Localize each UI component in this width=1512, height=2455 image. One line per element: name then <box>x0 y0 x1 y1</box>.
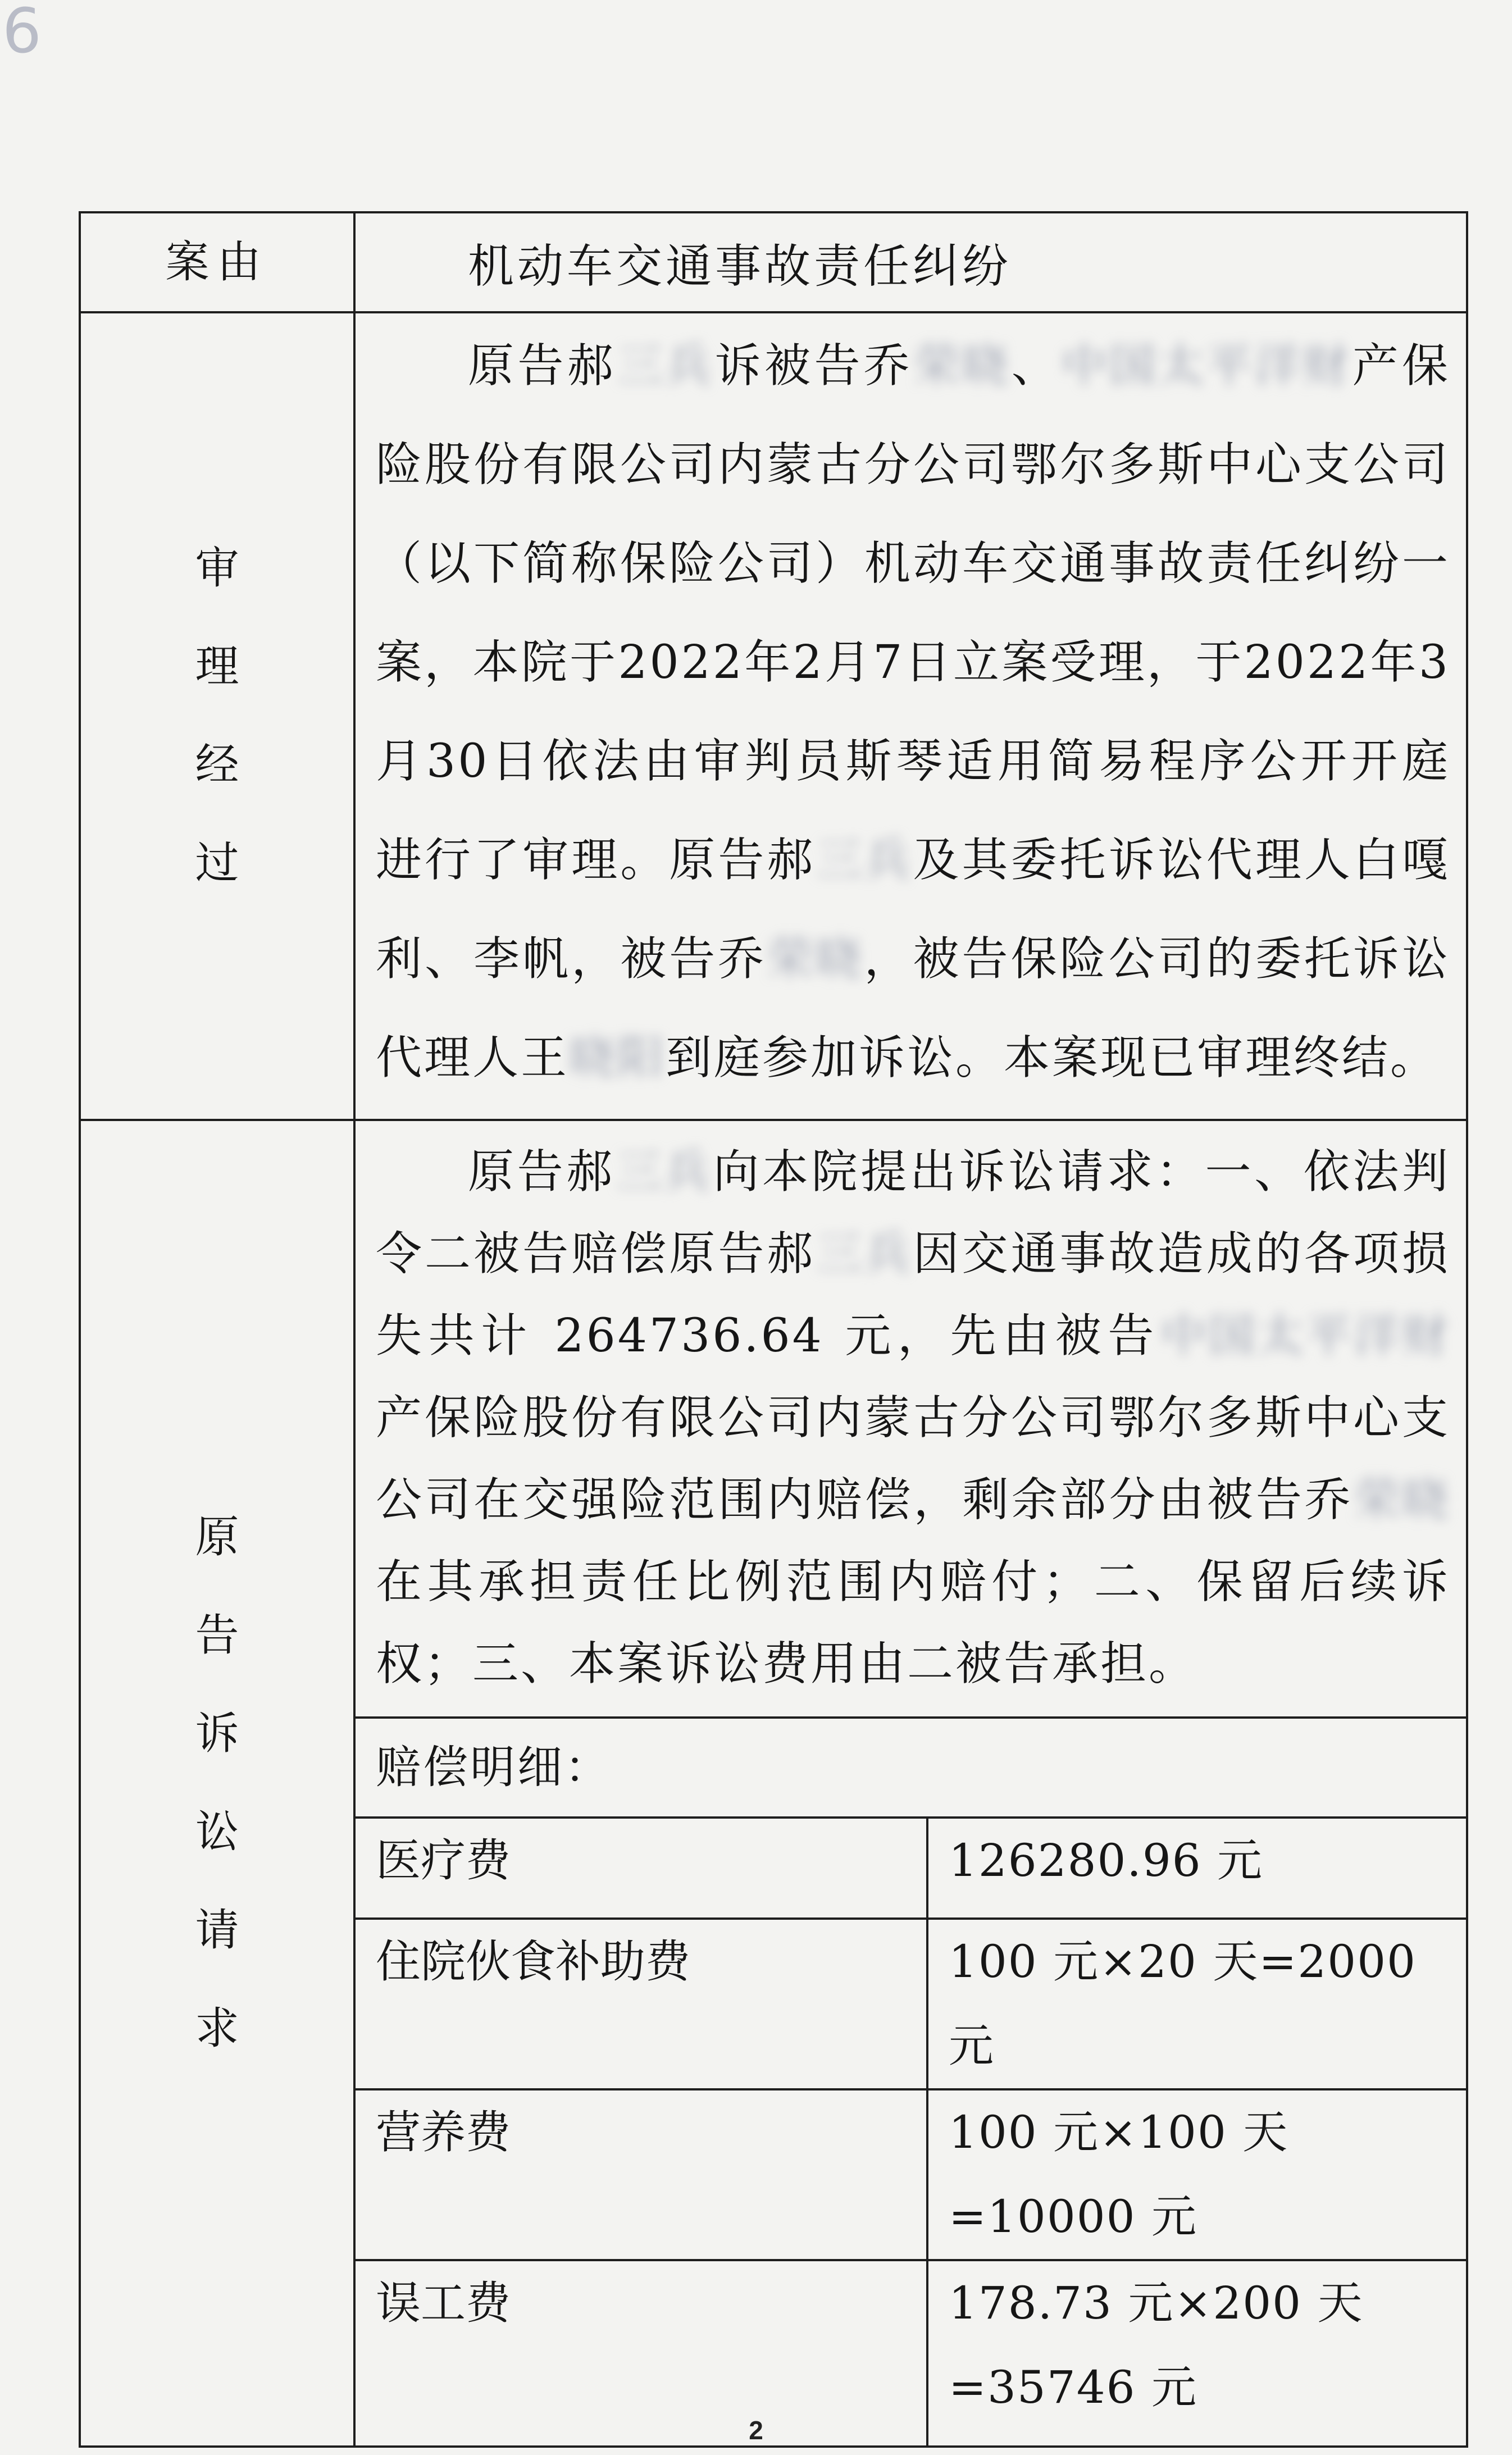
detail-amount: 126280.96 元 <box>927 1818 1466 1919</box>
trial-process-content <box>354 312 1467 1120</box>
detail-row <box>356 1919 1466 2089</box>
detail-item: 医疗费 <box>356 1818 927 1919</box>
claims-label-cell <box>80 1120 354 2447</box>
text-run: 原告郝 <box>468 1145 616 1199</box>
compensation-detail-table <box>356 1816 1466 2445</box>
detail-item: 营养费 <box>356 2089 927 2260</box>
redacted-name: 荣晓 <box>1353 1473 1450 1527</box>
redacted-name: 三兵 <box>816 833 913 887</box>
claims-label: 原告诉讼请求 <box>195 1512 239 2054</box>
text-run: 到庭参加诉讼。本案现已审理终结。 <box>666 1031 1439 1085</box>
case-type-label-cell <box>80 212 354 312</box>
redacted-name: 三兵 <box>615 1145 712 1199</box>
text-run: 产保险股份有限公司内蒙古分公司鄂尔多斯中心支公司（以下简称保险公司）机动车交通事故责任纠纷一案，本院于2022年2月7日立案受理，于2022年3月30日依法由审判员斯琴适用简易程序公开开庭进行了审理。原告郝 <box>376 339 1450 887</box>
detail-amount: 178.73 元×200 天=35746 元 <box>927 2260 1466 2445</box>
text-run: 诉被告乔 <box>713 339 914 393</box>
redacted-name: 三兵 <box>816 1227 913 1281</box>
redacted-name: 荣晓 <box>913 339 1010 393</box>
text-run: 在其承担责任比例范围内赔付；二、保留后续诉权；三、本案诉讼费用由二被告承担。 <box>376 1555 1450 1691</box>
trial-process-label: 审理经过 <box>195 543 239 889</box>
redacted-name: 三兵 <box>617 339 714 393</box>
text-run: 、 <box>1010 339 1062 393</box>
redacted-name: 荣晓 <box>767 932 864 986</box>
text-run: 因交通事故造成的各项损失共计 264736.64 元，先由被告 <box>376 1227 1450 1363</box>
compensation-detail-title: 赔偿明细： <box>356 1716 1466 1816</box>
detail-row <box>356 2089 1466 2260</box>
text-run: 产保险股份有限公司内蒙古分公司鄂尔多斯中心支公司在交强险范围内赔偿，剩余部分由被告乔 <box>376 1391 1450 1527</box>
redacted-name: 晓阳 <box>569 1031 666 1085</box>
case-type-row <box>80 212 1467 312</box>
text-run: 及其委托诉讼代理人白嘎利、李帆，被告乔 <box>376 833 1450 986</box>
judgment-table <box>79 211 1468 2448</box>
trial-process-row <box>80 312 1467 1120</box>
detail-amount: 100 元×20 天=2000 元 <box>927 1919 1466 2089</box>
text-run: 原告郝 <box>468 339 617 393</box>
redacted-name: 中国太平洋财 <box>1160 1309 1450 1363</box>
detail-item: 住院伙食补助费 <box>356 1919 927 2089</box>
detail-item: 误工费 <box>356 2260 927 2445</box>
page-number: 2 <box>749 2416 763 2445</box>
trial-process-paragraph <box>356 313 1466 1119</box>
trial-process-label-cell <box>80 312 354 1120</box>
claims-content <box>354 1120 1467 2447</box>
case-type-label: 案由 <box>165 237 269 288</box>
text-run: 向本院提出诉讼请求：一、依法判令二被告赔偿原告郝 <box>376 1145 1450 1281</box>
detail-row <box>356 1818 1466 1919</box>
claims-paragraph <box>356 1121 1466 1716</box>
redacted-name: 中国太平洋财 <box>1061 339 1351 393</box>
page-handwritten-mark: 6 <box>2 0 42 67</box>
detail-amount: 100 元×100 天=10000 元 <box>927 2089 1466 2260</box>
claims-row <box>80 1120 1467 2447</box>
case-type-value: 机动车交通事故责任纠纷 <box>354 212 1467 312</box>
text-run: ，被告保险公司的委托诉讼代理人王 <box>376 932 1450 1085</box>
